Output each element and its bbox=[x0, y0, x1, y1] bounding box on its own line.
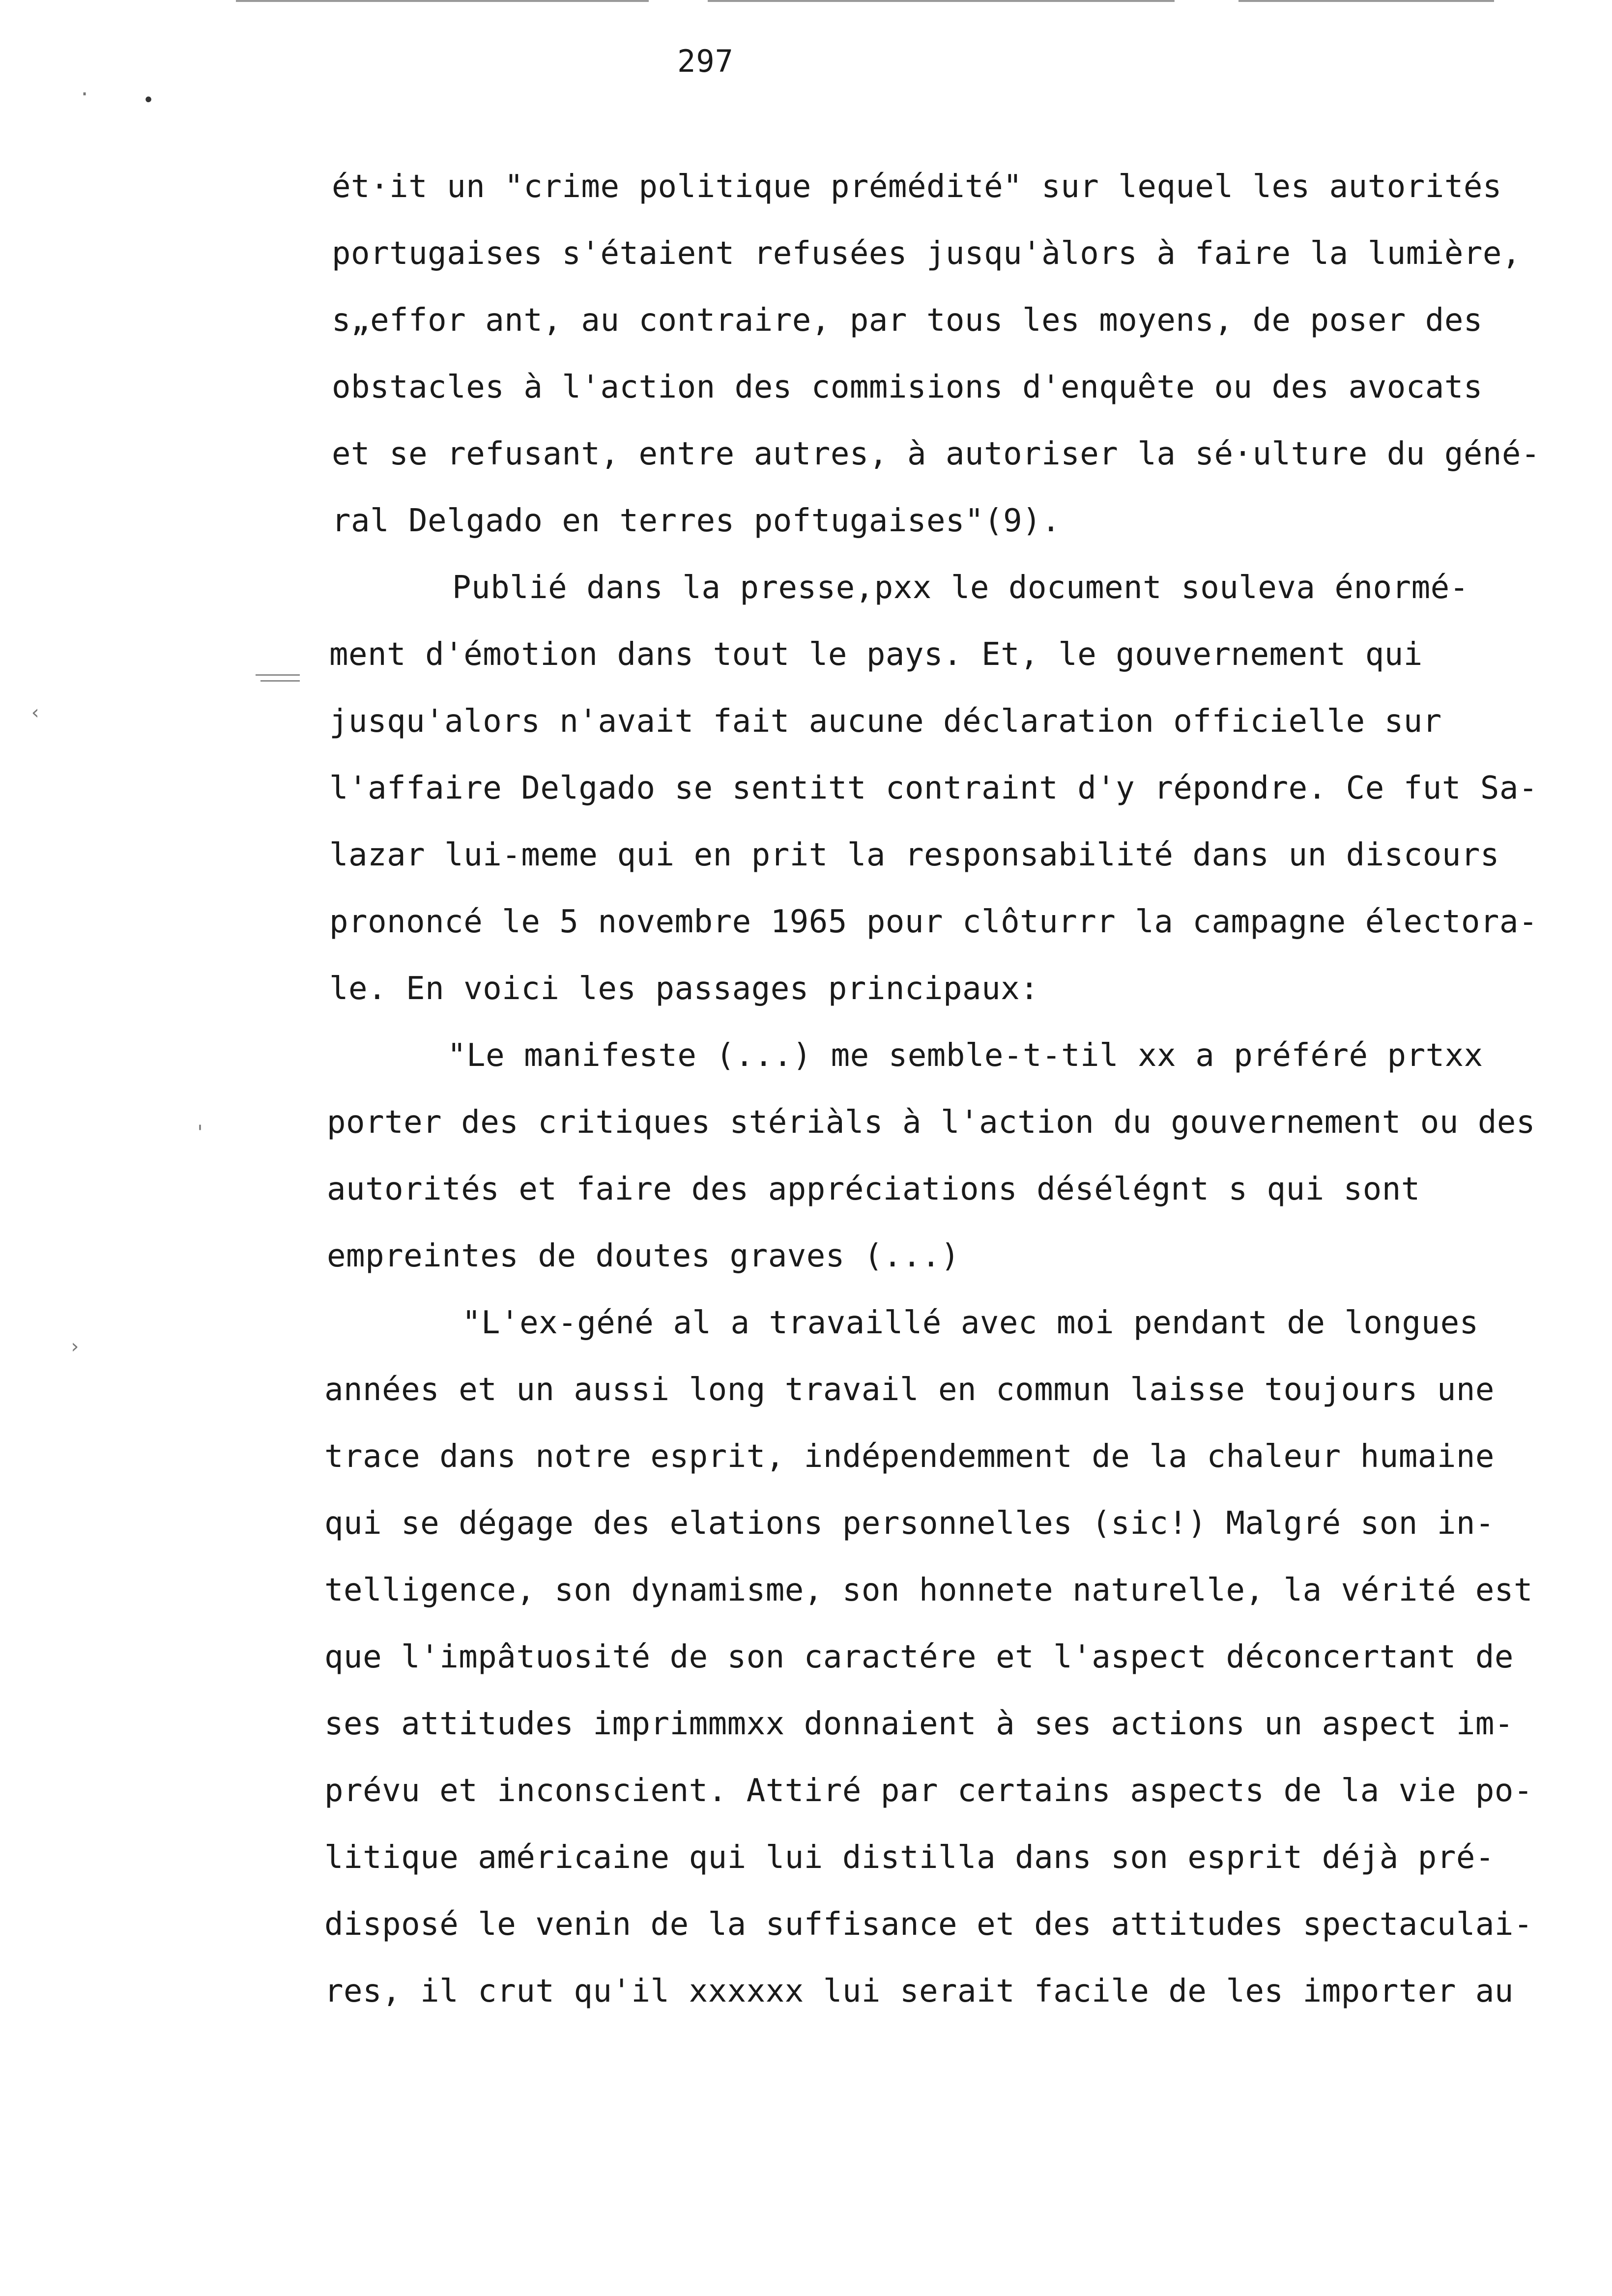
text-line: le. En voici les passages principaux: bbox=[329, 971, 1039, 1007]
text-line: trace dans notre esprit, indépendemment de la chaleur humaine bbox=[324, 1438, 1495, 1475]
text-line: Publié dans la presse,pxx le document souleva énormé- bbox=[452, 570, 1469, 606]
text-line: que l'impâtuosité de son caractére et l'aspect déconcertant de bbox=[324, 1639, 1514, 1675]
margin-mark: ' bbox=[194, 1121, 206, 1144]
text-line: qui se dégage des elations personnelles (sic!) Malgré son in- bbox=[324, 1505, 1495, 1542]
margin-mark: › bbox=[69, 1335, 81, 1358]
text-line: lazar lui-meme qui en prit la responsabilité dans un discours bbox=[329, 837, 1499, 873]
text-line: ses attitudes imprimmmxx donnaient à ses actions un aspect im- bbox=[324, 1706, 1514, 1742]
text-line: années et un aussi long travail en commun laisse toujours une bbox=[324, 1372, 1495, 1408]
text-line: ét·it un "crime politique prémédité" sur lequel les autorités bbox=[332, 169, 1502, 205]
margin-dash bbox=[256, 674, 300, 676]
top-rule bbox=[1238, 0, 1494, 2]
text-line: prévu et inconscient. Attiré par certains aspects de la vie po- bbox=[324, 1773, 1533, 1809]
text-line: empreintes de doutes graves (...) bbox=[327, 1238, 960, 1274]
text-line: porter des critiques stériàls à l'action du gouvernement ou des bbox=[327, 1104, 1535, 1141]
margin-dash bbox=[260, 680, 300, 682]
margin-mark: • bbox=[143, 89, 155, 112]
text-line: jusqu'alors n'avait fait aucune déclaration officielle sur bbox=[329, 703, 1442, 740]
text-line: l'affaire Delgado se sentitt contraint d'y répondre. Ce fut Sa- bbox=[329, 770, 1538, 806]
margin-mark: ‹ bbox=[29, 701, 42, 724]
page-number: 297 bbox=[677, 43, 734, 79]
text-line: "Le manifeste (...) me semble-t-til xx a préféré prtxx bbox=[447, 1037, 1483, 1074]
margin-mark: · bbox=[79, 83, 91, 106]
text-line: res, il crut qu'il xxxxxx lui serait facile de les importer au bbox=[324, 1973, 1514, 2009]
text-line: autorités et faire des appréciations désélégnt s qui sont bbox=[327, 1171, 1420, 1207]
text-line: litique américaine qui lui distilla dans son esprit déjà pré- bbox=[324, 1839, 1495, 1876]
text-line: disposé le venin de la suffisance et des attitudes spectaculai- bbox=[324, 1906, 1533, 1943]
text-line: et se refusant, entre autres, à autoriser la sé·ulture du géné- bbox=[332, 436, 1540, 472]
text-line: ral Delgado en terres poftugaises"(9). bbox=[332, 503, 1061, 539]
top-rule bbox=[708, 0, 1175, 2]
text-line: telligence, son dynamisme, son honnete naturelle, la vérité est bbox=[324, 1572, 1533, 1608]
text-line: prononcé le 5 novembre 1965 pour clôturrr la campagne électora- bbox=[329, 904, 1538, 940]
text-line: portugaises s'étaient refusées jusqu'àlors à faire la lumière, bbox=[332, 235, 1521, 272]
top-rule bbox=[236, 0, 649, 2]
text-line: "L'ex-géné al a travaillé avec moi pendant de longues bbox=[462, 1305, 1479, 1341]
text-line: s„effor ant, au contraire, par tous les moyens, de poser des bbox=[332, 302, 1483, 339]
text-line: obstacles à l'action des commisions d'enquête ou des avocats bbox=[332, 369, 1483, 405]
text-line: ment d'émotion dans tout le pays. Et, le gouvernement qui bbox=[329, 636, 1423, 673]
